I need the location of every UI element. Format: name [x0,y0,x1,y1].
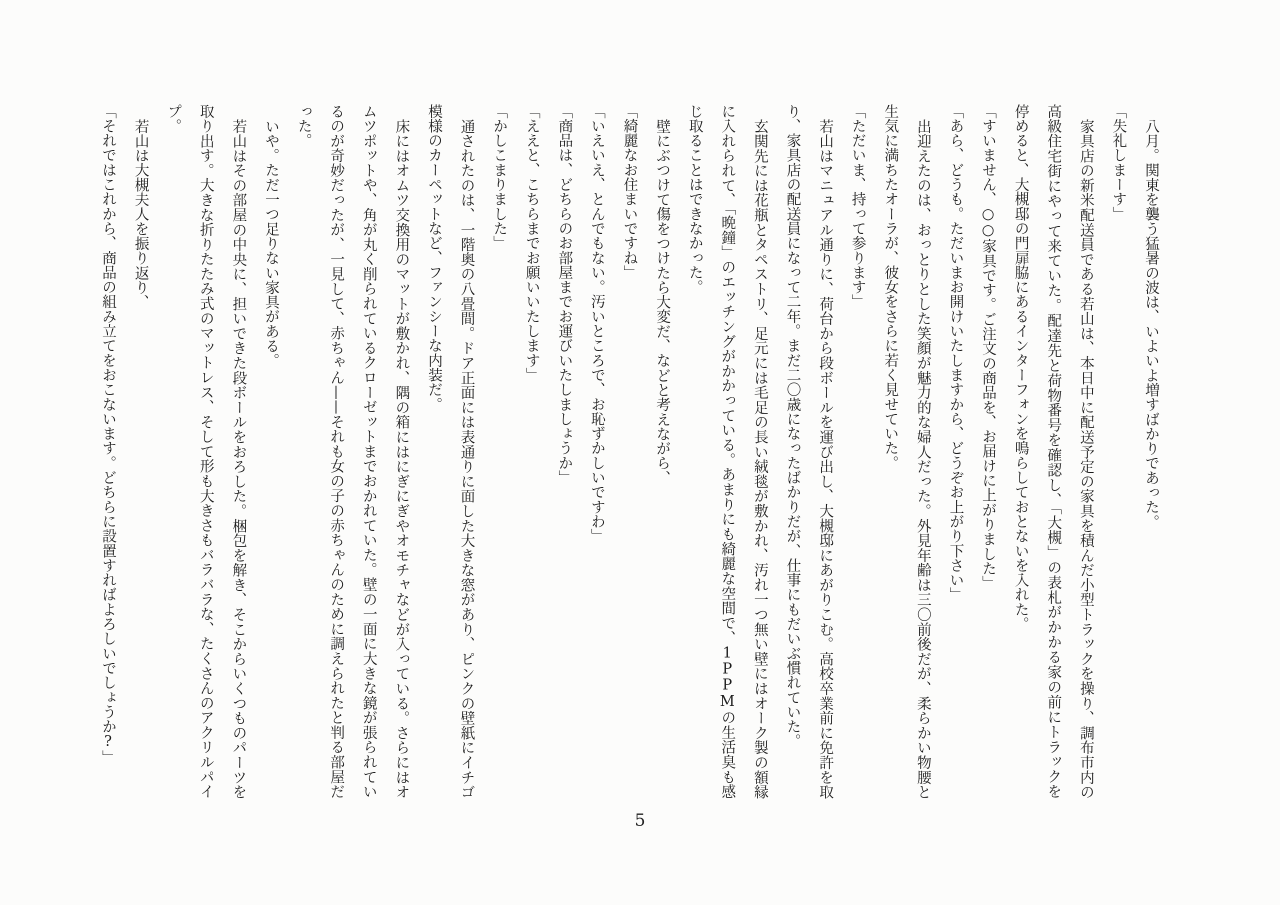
paragraph-dialogue: 「商品は、どちらのお部屋までお運びいたしましょうか」 [556,104,573,485]
paragraph: 若山はその部屋の中央に、担いできた段ボールをおろした。梱包を解き、そこからいくつものパーツを取り出す。大きな折りたたみ式のマットレス、そして形も大きさもバラバラな、たくさんのアクリルパイプ。 [165,104,247,799]
paragraph-dialogue: 「いえいえ、とんでもない。汚いところで、お恥ずかしいですわ」 [588,104,605,544]
novel-page-text [91,104,1167,799]
paragraph: 若山はマニュアル通りに、荷台から段ボールを運び出し、大槻邸にあがりこむ。高校卒業前に免許を取り、家具店の配送員になって二年。まだ二〇歳になったばかりだが、仕事にもだいぶ慣れていた。 [784,104,834,799]
paragraph: 出迎えたのは、おっとりとした笑顔が魅力的な婦人だった。外見年齢は三〇前後だが、柔らかい物腰と生気に満ちたオーラが、彼女をさらに若く見せていた。 [882,104,931,799]
paragraph: 壁にぶつけて傷をつけたら大変だ、などと考えながら、 [654,118,671,485]
paragraph-dialogue: 「ええと、こちらまでお願いいたします」 [523,104,540,383]
paragraph: 玄関先には花瓶とタペストリ、足元には毛足の長い絨毯が敷かれ、汚れ一つ無い壁にはオーク製の額縁に入れられて、「晩鐘」のエッチングがかかっている。あまりにも綺麗な空間で、1PPMの生活臭も感じ取ることはできなかった。 [686,104,768,799]
paragraph: 家具店の新米配送員である若山は、本日中に配送予定の家具を積んだ小型トラックを操り、調布市内の高級住宅街にやって来ていた。配達先と荷物番号を確認し、「大槻」の表札がかかる家の前にトラックを停めると、大槻邸の門扉脇にあるインターフォンを鳴らしておとないを入れた。 [1012,104,1094,799]
page-number: 5 [634,811,646,831]
paragraph-dialogue: 「失礼しまーす」 [1110,104,1127,222]
paragraph: 八月。関東を襲う猛暑の波は、いよいよ増すばかりであった。 [1143,118,1159,529]
paragraph-dialogue: 「すいません、○○家具です。ご注文の商品を、お届けに上がりました」 [980,104,997,591]
paragraph-dialogue: 「ただいま、持って参ります」 [849,104,866,310]
paragraph: いや。ただ一つ足りない家具がある。 [262,118,279,368]
paragraph: 床にはオムツ交換用のマットが敷かれ、隅の箱にはにぎにぎやオモチャなどが入っている。さらにはオムツポットや、角が丸く削られているクローゼットまでおかれていた。壁の一面に大きな鏡が張られているのが奇妙だったが、一見して、赤ちゃん——それも女の子の赤ちゃんのために調えられたと判る部屋だった。 [295,104,410,799]
paragraph-dialogue: 「それではこれから、商品の組み立てをおこないます。どちらに設置すればよろしいでしょうか?」 [100,104,116,765]
paragraph-dialogue: 「かしこまりました」 [491,104,508,251]
paragraph: 通されたのは、一階奥の八畳間。ドア正面には表通りに面した大きな窓があり、ピンクの壁紙にイチゴ模様のカーペットなど、ファンシーな内装だ。 [425,104,475,799]
paragraph-dialogue: 「綺麗なお住まいですね」 [621,104,638,280]
paragraph-dialogue: 「あら、どうも。ただいまお開けいたしますから、どうぞお上がり下さい」 [947,104,964,603]
paragraph: 若山は大槻夫人を振り返り、 [132,118,149,309]
